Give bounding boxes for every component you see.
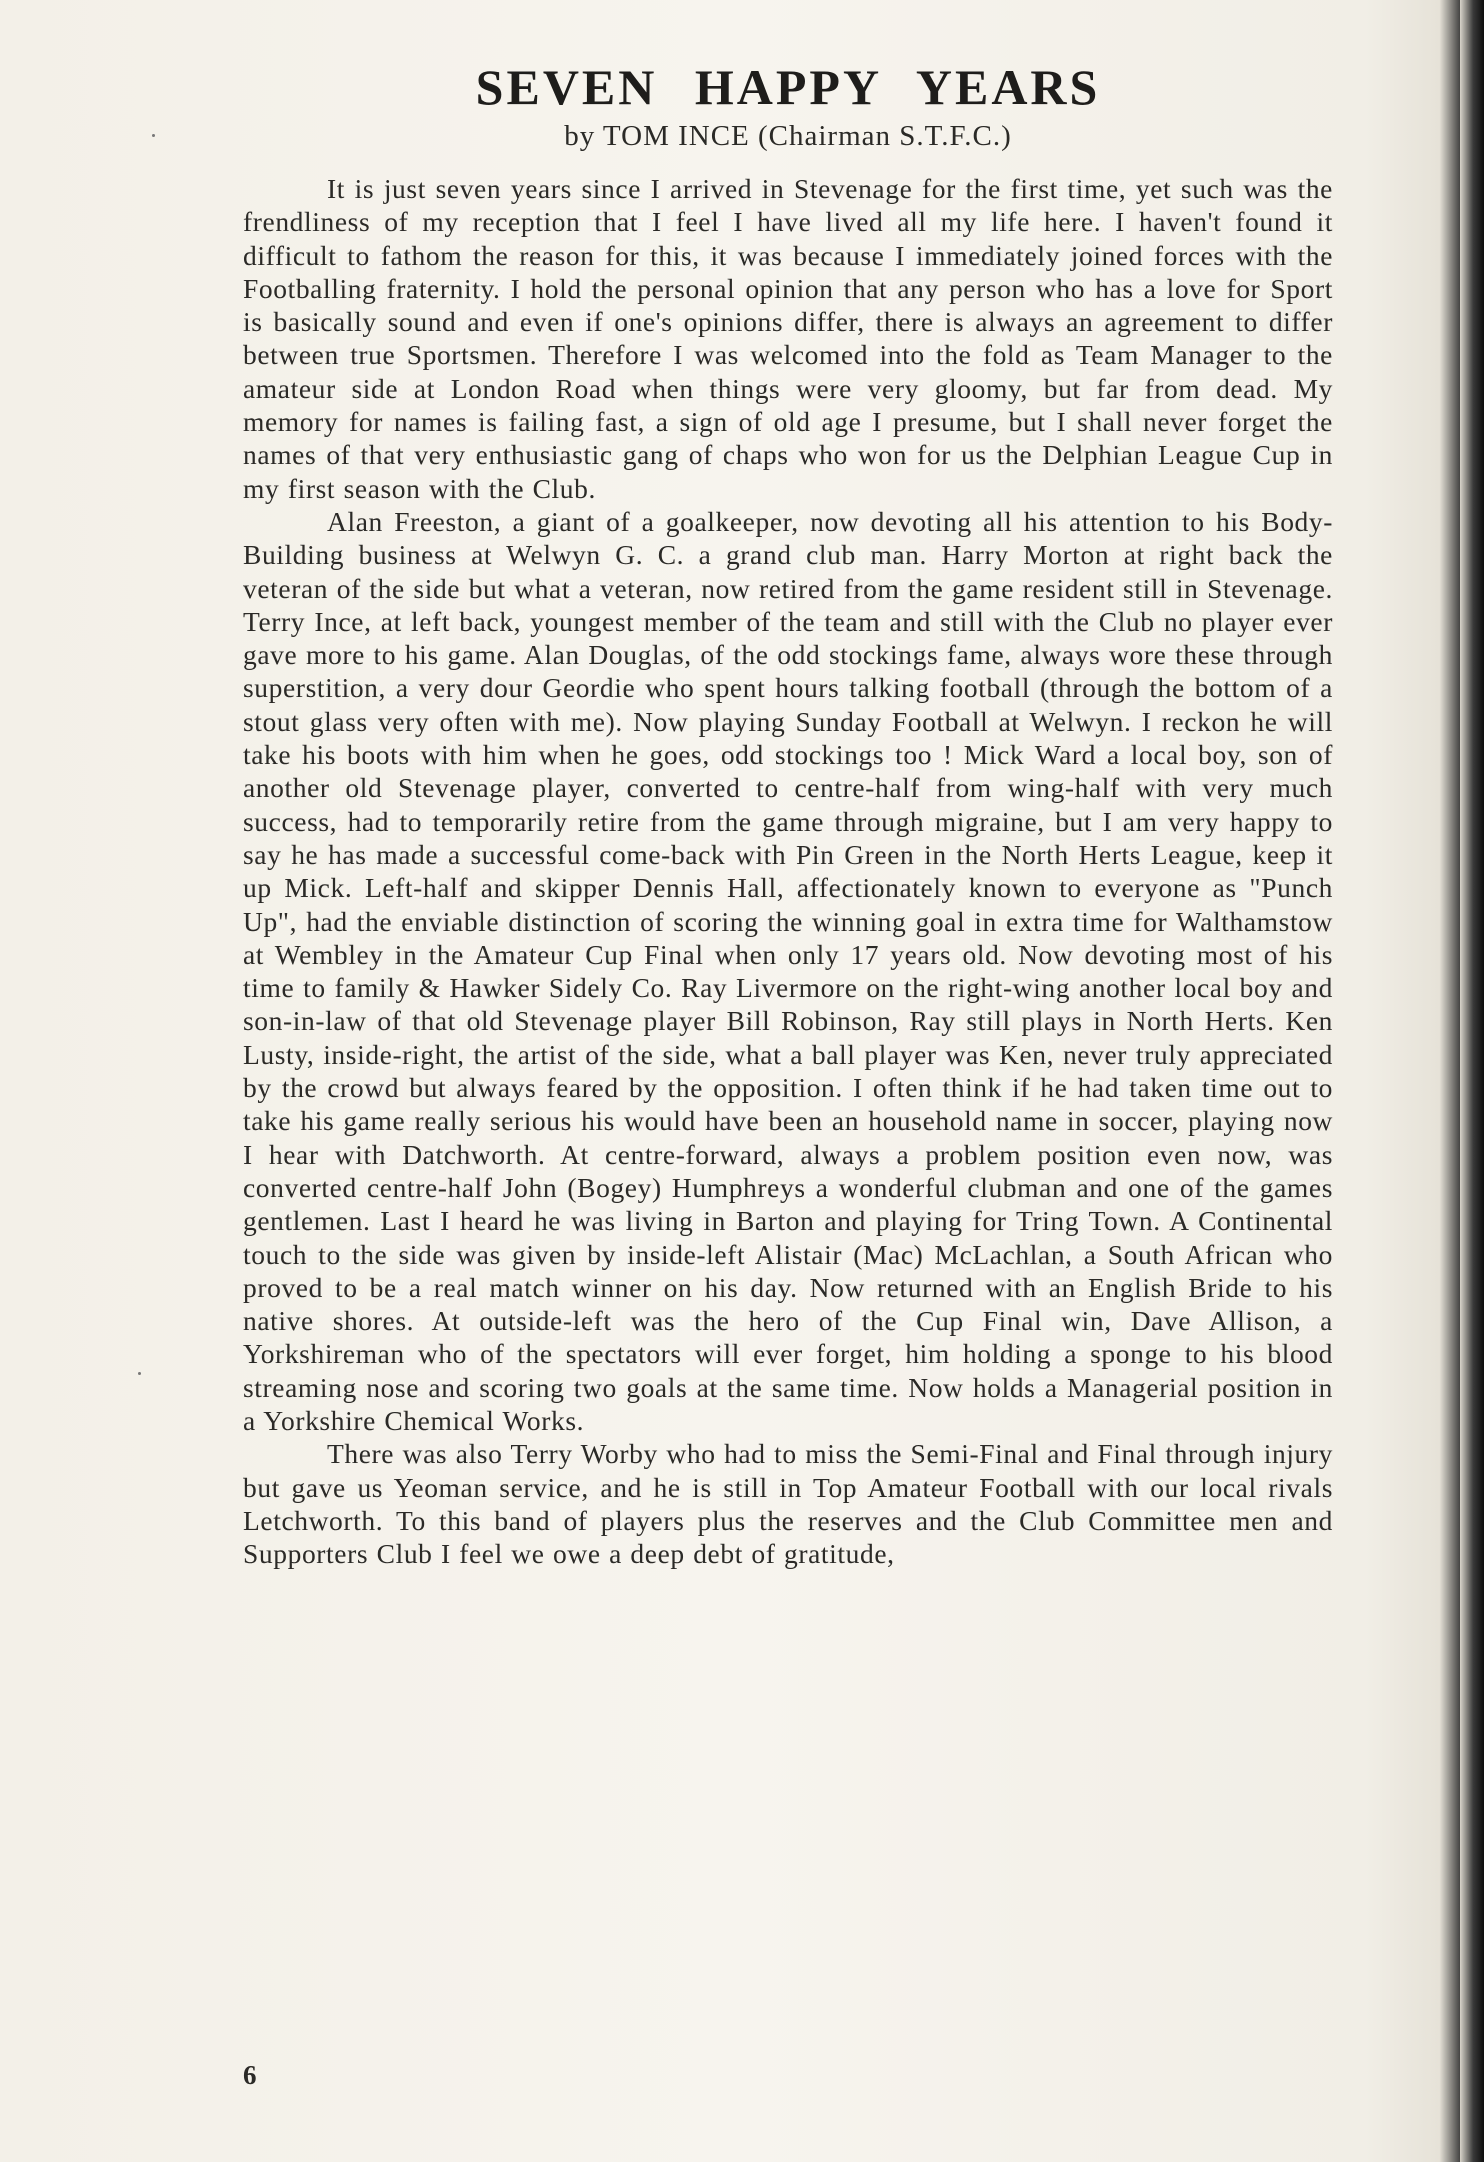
article bbox=[243, 58, 1333, 1570]
article-paragraph: There was also Terry Worby who had to miss the Semi-Final and Final through injury but gave us Yeoman service, and he is still in Top Amateur Football with our local rivals Letchworth. To this band of players plus the reserves and the Club Committee men and Supporters Club I feel we owe a deep debt of gratitude, bbox=[243, 1438, 1333, 1570]
article-paragraph: It is just seven years since I arrived in Stevenage for the first time, yet such was the frendliness of my reception that I feel I have lived all my life here. I haven't found it difficult to fathom the reason for this, it was because I immediately joined forces with the Footballing fraternity. I hold the personal opinion that any person who has a love for Sport is basically sound and even if one's opinions differ, there is always an agreement to differ between true Sportsmen. Therefore I was welcomed into the fold as Team Manager to the amateur side at London Road when things were very gloomy, but far from dead. My memory for names is failing fast, a sign of old age I presume, but I shall never forget the names of that very enthusiastic gang of chaps who won for us the Delphian League Cup in my first season with the Club. bbox=[243, 173, 1333, 504]
paper-speck bbox=[138, 1372, 141, 1375]
page-number: 6 bbox=[243, 2060, 257, 2090]
article-byline: by TOM INCE (Chairman S.T.F.C.) bbox=[564, 120, 1012, 152]
article-title: SEVEN HAPPY YEARS bbox=[475, 59, 1101, 115]
paper-speck bbox=[152, 134, 155, 137]
article-body bbox=[243, 172, 1333, 1570]
article-paragraph: Alan Freeston, a giant of a goalkeeper, now devoting all his attention to his Body-Building business at Welwyn G. C. a grand club man. Harry Morton at right back the veteran of the side but what a veteran, now retired from the game resident still in Stevenage. Terry Ince, at left back, youngest member of the team and still with the Club no player ever gave more to his game. Alan Douglas, of the odd stockings fame, always wore these through superstition, a very dour Geordie who spent hours talking football (through the bottom of a stout glass very often with me). Now playing Sunday Football at Welwyn. I reckon he will take his boots with him when he goes, odd stockings too ! Mick Ward a local boy, son of another old Stevenage player, converted to centre-half from wing-half with very much success, had to temporarily retire from the game through migraine, but I am very happy to say he has made a successful come-back with Pin Green in the North Herts League, keep it up Mick. Left-half and skipper Dennis Hall, affectionately known to everyone as "Punch Up", had the enviable distinction of scoring the winning goal in extra time for Walthamstow at Wembley in the Amateur Cup Final when only 17 years old. Now devoting most of his time to family & Hawker Sidely Co. Ray Livermore on the right-wing another local boy and son-in-law of that old Stevenage player Bill Robinson, Ray still plays in North Herts. Ken Lusty, inside-right, the artist of the side, what a ball player was Ken, never truly appreciated by the crowd but always feared by the opposition. I often think if he had taken time out to take his game really serious his would have been an household name in soccer, playing now I hear with Datchworth. At centre-forward, always a problem position even now, was converted centre-half John (Bogey) Humphreys a wonderful clubman and one of the games gentlemen. Last I heard he was living in Barton and playing for Tring Town. A Continental touch to the side was given by inside-left Alistair (Mac) McLachlan, a South African who proved to be a real match winner on his day. Now returned with an English Bride to his native shores. At outside-left was the hero of the Cup Final win, Dave Allison, a Yorkshireman who of the spectators will ever forget, him holding a sponge to his blood streaming nose and scoring two goals at the same time. Now holds a Managerial position in a Yorkshire Chemical Works. bbox=[243, 505, 1333, 1436]
